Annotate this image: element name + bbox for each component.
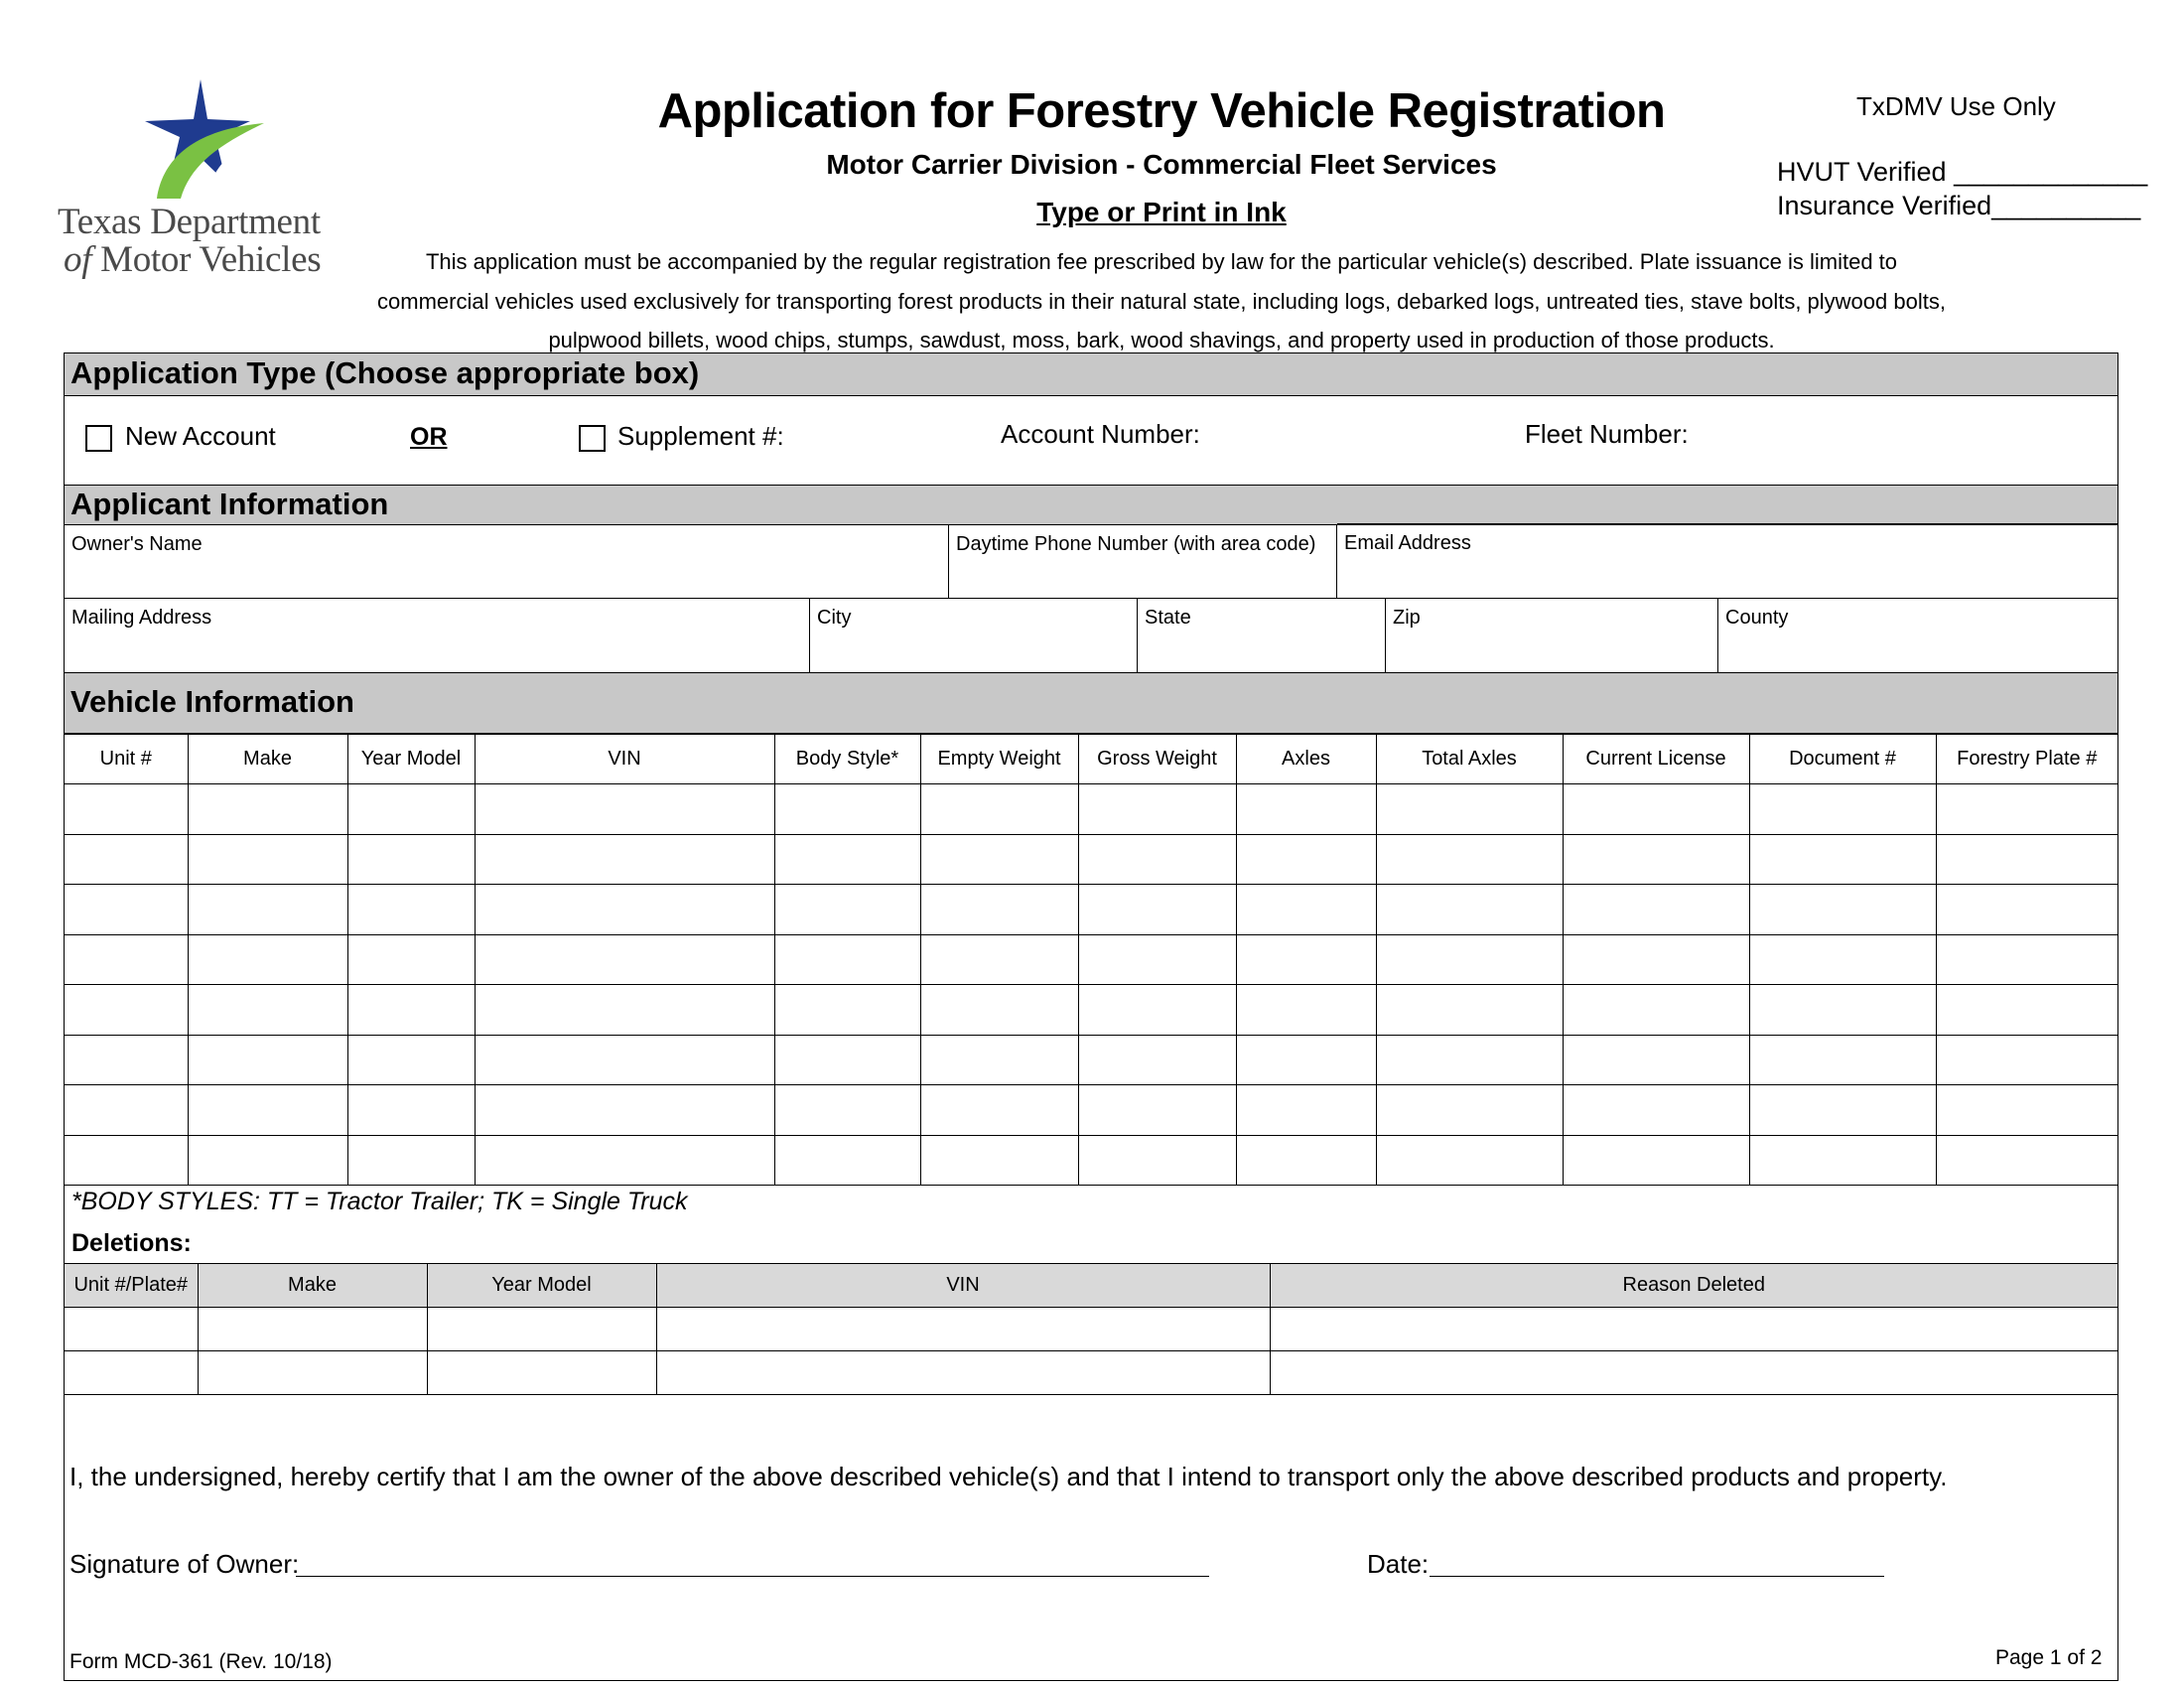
vehicle-entry-cell[interactable] [65,1085,188,1136]
vehicle-entry-row [65,1085,2117,1136]
col-current-license: Current License [1563,735,1749,784]
vehicle-entry-cell[interactable] [1376,1085,1563,1136]
vehicle-entry-cell[interactable] [1078,885,1236,935]
vehicle-entry-cell[interactable] [347,934,475,985]
date-line[interactable] [1430,1576,1884,1577]
vehicle-entry-cell[interactable] [1376,934,1563,985]
deletion-entry-cell[interactable] [656,1308,1270,1351]
vehicle-entry-cell[interactable] [1749,1035,1936,1085]
deletions-table-header [65,1264,2117,1308]
vehicle-entry-cell[interactable] [475,1085,774,1136]
signature-label: Signature of Owner: [69,1549,300,1579]
certification-statement: I, the undersigned, hereby certify that I am the owner of the above described vehicle(s) and that I intend to transport only the above described products and property. [69,1462,1948,1491]
deletions-heading: Deletions: [71,1229,192,1257]
vehicle-entry-cell[interactable] [774,1135,920,1186]
application-type-heading: Application Type (Choose appropriate box) [65,352,2117,396]
supplement-checkbox[interactable] [579,425,606,452]
vehicle-entry-cell[interactable] [920,1135,1078,1186]
vehicle-entry-cell[interactable] [1936,1085,2117,1136]
vehicle-entry-cell[interactable] [1563,1035,1749,1085]
vehicle-entry-cell[interactable] [920,834,1078,885]
deletion-entry-cell[interactable] [65,1351,198,1395]
vehicle-entry-cell[interactable] [1376,985,1563,1036]
del-col-vin: VIN [656,1264,1270,1308]
type-print-instruction: Type or Print in Ink [1036,197,1287,227]
deletion-entry-cell[interactable] [1270,1351,2117,1395]
vehicle-entry-cell[interactable] [1078,1085,1236,1136]
logo-text-line1: Texas Department [58,202,321,242]
del-col-unit-plate: Unit #/Plate# [65,1264,198,1308]
vehicle-entry-cell[interactable] [1376,885,1563,935]
vehicle-entry-cell[interactable] [1749,985,1936,1036]
owners-name-label: Owner's Name [71,533,203,555]
vehicle-entry-cell[interactable] [188,985,347,1036]
vehicle-entry-cell[interactable] [475,885,774,935]
vehicle-entry-cell[interactable] [774,934,920,985]
vehicle-entry-cell[interactable] [475,834,774,885]
county-label: County [1725,607,1789,629]
insurance-verified-field: Insurance Verified__________ [1777,191,2141,220]
vehicle-entry-cell[interactable] [1376,1135,1563,1186]
deletions-table [65,1263,2117,1395]
logo-text-motor-vehicles: Motor Vehicles [91,239,322,280]
vehicle-entry-cell[interactable] [1376,784,1563,835]
signature-line[interactable] [296,1576,1209,1577]
new-account-checkbox[interactable] [85,425,112,452]
vehicle-entry-cell[interactable] [1936,985,2117,1036]
account-number-label: Account Number: [1001,419,1200,449]
deletion-entry-cell[interactable] [1270,1308,2117,1351]
del-col-reason: Reason Deleted [1270,1264,2117,1308]
vehicle-entry-cell[interactable] [475,1135,774,1186]
state-label: State [1145,607,1191,629]
vehicle-entry-cell[interactable] [1936,784,2117,835]
vehicle-entry-cell[interactable] [1563,885,1749,935]
vehicle-entry-cell[interactable] [774,1085,920,1136]
deletion-entry-row [65,1308,2117,1351]
vehicle-entry-cell[interactable] [774,885,920,935]
vehicle-entry-row [65,834,2117,885]
logo-text-of: of [64,239,92,280]
vehicle-entry-cell[interactable] [188,1135,347,1186]
vehicle-entry-cell[interactable] [347,985,475,1036]
col-forestry-plate: Forestry Plate # [1936,735,2117,784]
vehicle-entry-row [65,784,2117,835]
new-account-label: New Account [125,421,276,451]
or-label: OR [410,423,448,451]
vehicle-entry-cell[interactable] [1236,1085,1376,1136]
vehicle-entry-cell[interactable] [920,934,1078,985]
vehicle-entry-cell[interactable] [1078,784,1236,835]
col-vin: VIN [475,735,774,784]
col-total-axles: Total Axles [1376,735,1563,784]
vehicle-entry-cell[interactable] [1078,934,1236,985]
phone-label: Daytime Phone Number (with area code) [956,533,1316,555]
vehicle-entry-cell[interactable] [774,985,920,1036]
col-axles: Axles [1236,735,1376,784]
date-label: Date: [1367,1549,1430,1579]
vehicle-entry-cell[interactable] [188,1035,347,1085]
owners-name-field[interactable] [65,525,949,599]
deletion-entry-cell[interactable] [656,1351,1270,1395]
vehicle-entry-cell[interactable] [1078,1035,1236,1085]
col-year-model: Year Model [347,735,475,784]
vehicle-entry-cell[interactable] [65,934,188,985]
col-make: Make [188,735,347,784]
star-swoosh-icon [58,71,345,211]
mailing-address-label: Mailing Address [71,607,212,629]
vehicle-entry-cell[interactable] [1749,1085,1936,1136]
form-subtitle: Motor Carrier Division - Commercial Fleet Services [826,149,1497,180]
vehicle-table-header [65,735,2117,784]
vehicle-entry-cell[interactable] [1563,834,1749,885]
vehicle-entry-cell[interactable] [1078,1135,1236,1186]
col-document-number: Document # [1749,735,1936,784]
vehicle-entry-cell[interactable] [65,1135,188,1186]
vehicle-entry-cell[interactable] [188,934,347,985]
vehicle-entry-cell[interactable] [1078,985,1236,1036]
intro-paragraph: This application must be accompanied by the regular registration fee prescribed by law for the particular vehicle(s) described. Plate issuance is limited to commercial vehicles used exclusively for transporting forest products in their natural state, including logs, debarked logs, untreated ties, stave bolts, plywood bolts, pulpwood billets, wood chips, stumps, sawdust, moss, bark, wood shavings, and property used in production of those products. [377,249,1946,352]
vehicle-entry-cell[interactable] [347,1135,475,1186]
vehicle-entry-cell[interactable] [1563,1085,1749,1136]
city-field[interactable] [810,599,1138,673]
vehicle-entry-cell[interactable] [347,784,475,835]
vehicle-entry-cell[interactable] [774,784,920,835]
vehicle-entry-cell[interactable] [920,1035,1078,1085]
deletion-entry-row [65,1351,2117,1395]
vehicle-entry-cell[interactable] [920,885,1078,935]
vehicle-information-heading: Vehicle Information [65,672,2117,734]
vehicle-entry-cell[interactable] [1936,934,2117,985]
office-use-title: TxDMV Use Only [1856,91,2056,121]
vehicle-entry-cell[interactable] [347,885,475,935]
vehicle-entry-cell[interactable] [188,1085,347,1136]
vehicle-entry-row [65,985,2117,1036]
vehicle-entry-cell[interactable] [1236,1035,1376,1085]
vehicle-entry-cell[interactable] [1749,885,1936,935]
form-title: Application for Forestry Vehicle Registration [657,84,1666,138]
vehicle-entry-cell[interactable] [1936,885,2117,935]
vehicle-entry-cell[interactable] [920,985,1078,1036]
txdmv-logo [58,71,345,290]
county-field[interactable] [1718,599,2117,673]
vehicle-entry-cell[interactable] [1749,934,1936,985]
vehicle-entry-cell[interactable] [1749,834,1936,885]
vehicle-entry-cell[interactable] [347,1085,475,1136]
vehicle-entry-cell[interactable] [1236,1135,1376,1186]
vehicle-entry-cell[interactable] [347,834,475,885]
col-gross-weight: Gross Weight [1078,735,1236,784]
page-number: Page 1 of 2 [1995,1646,2103,1669]
vehicle-entry-cell[interactable] [1936,834,2117,885]
supplement-label: Supplement #: [617,421,784,451]
vehicle-entry-cell[interactable] [1236,885,1376,935]
state-field[interactable] [1138,599,1386,673]
deletion-entry-cell[interactable] [198,1351,427,1395]
vehicle-entry-row [65,934,2117,985]
vehicle-entry-cell[interactable] [65,985,188,1036]
vehicle-entry-cell[interactable] [1936,1135,2117,1186]
zip-label: Zip [1393,607,1421,629]
vehicle-entry-cell[interactable] [188,834,347,885]
mailing-address-field[interactable] [65,599,810,673]
fleet-number-label: Fleet Number: [1525,419,1689,449]
deletion-entry-cell[interactable] [198,1308,427,1351]
vehicle-entry-cell[interactable] [1563,784,1749,835]
hvut-verified-field: HVUT Verified _____________ [1777,157,2148,187]
form-number: Form MCD-361 (Rev. 10/18) [69,1650,333,1673]
applicant-information-heading: Applicant Information [65,485,2117,525]
vehicle-entry-cell[interactable] [1936,1035,2117,1085]
vehicle-entry-cell[interactable] [1236,834,1376,885]
vehicle-entry-cell[interactable] [475,1035,774,1085]
vehicle-entry-cell[interactable] [1749,784,1936,835]
deletion-entry-cell[interactable] [427,1308,656,1351]
vehicle-entry-cell[interactable] [774,1035,920,1085]
vehicle-entry-cell[interactable] [1749,1135,1936,1186]
deletion-entry-cell[interactable] [65,1308,198,1351]
del-col-make: Make [198,1264,427,1308]
vehicle-entry-cell[interactable] [1563,934,1749,985]
vehicle-entry-cell[interactable] [774,834,920,885]
vehicle-entry-cell[interactable] [1236,985,1376,1036]
vehicle-entry-cell[interactable] [475,784,774,835]
vehicle-entry-cell[interactable] [1563,1135,1749,1186]
vehicle-entry-row [65,1135,2117,1186]
city-label: City [817,607,852,629]
vehicle-entry-cell[interactable] [920,1085,1078,1136]
vehicle-entry-cell[interactable] [475,934,774,985]
deletion-entry-cell[interactable] [427,1351,656,1395]
vehicle-entry-cell[interactable] [1236,784,1376,835]
email-label: Email Address [1344,532,1471,554]
vehicle-table [65,734,2117,1186]
logo-text-line2 [64,240,351,280]
vehicle-entry-cell[interactable] [1376,834,1563,885]
email-field[interactable] [1337,523,2117,599]
phone-field[interactable] [949,525,1337,599]
col-unit-number: Unit # [65,735,188,784]
vehicle-entry-cell[interactable] [65,784,188,835]
zip-field[interactable] [1386,599,1718,673]
vehicle-entry-cell[interactable] [1376,1035,1563,1085]
vehicle-entry-cell[interactable] [65,1035,188,1085]
vehicle-entry-cell[interactable] [1078,834,1236,885]
vehicle-entry-cell[interactable] [475,985,774,1036]
vehicle-entry-cell[interactable] [920,784,1078,835]
vehicle-entry-cell[interactable] [347,1035,475,1085]
vehicle-entry-cell[interactable] [1236,934,1376,985]
vehicle-entry-cell[interactable] [65,834,188,885]
col-body-style: Body Style* [774,735,920,784]
vehicle-entry-row [65,885,2117,935]
del-col-year-model: Year Model [427,1264,656,1308]
body-styles-note: *BODY STYLES: TT = Tractor Trailer; TK = Single Truck [71,1188,688,1215]
vehicle-entry-cell[interactable] [65,885,188,935]
vehicle-entry-cell[interactable] [188,784,347,835]
vehicle-entry-row [65,1035,2117,1085]
vehicle-entry-cell[interactable] [188,885,347,935]
vehicle-entry-cell[interactable] [1563,985,1749,1036]
col-empty-weight: Empty Weight [920,735,1078,784]
